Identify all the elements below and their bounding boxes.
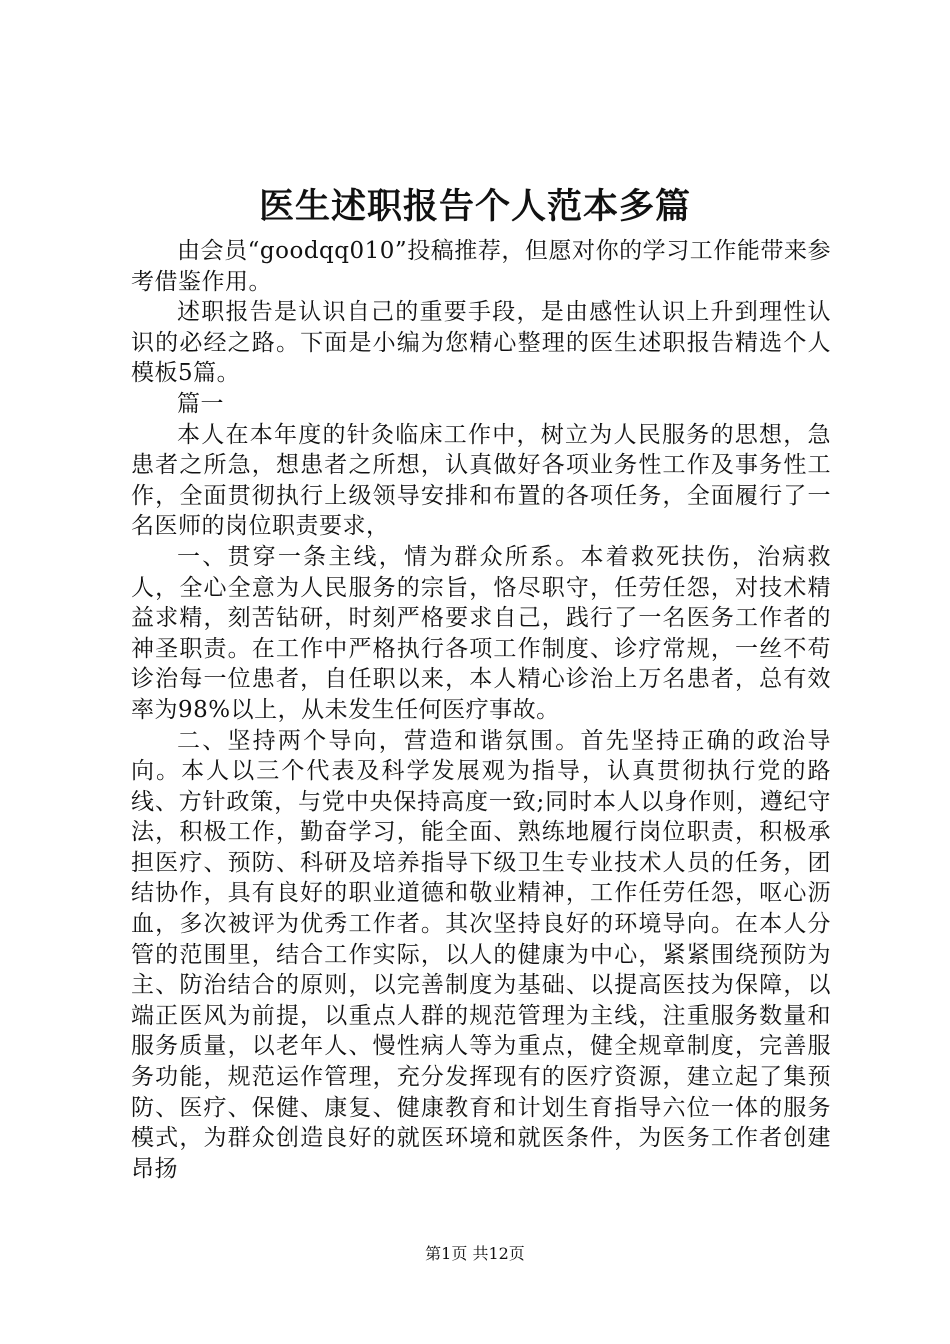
paragraph-point-one: 一、贯穿一条主线，情为群众所系。本着救死扶伤，治病救人，全心全意为人民服务的宗旨，恪尽职守，任劳任怨，对技术精益求精，刻苦钻研，时刻严格要求自己，践行了一名医务工作者的神圣职责。在工作中严格执行各项工作制度、诊疗常规，一丝不苟诊治每一位患者，自任职以来，本人精心诊治上万名患者，总有效率为98%以上，从未发生任何医疗事故。 [131,543,831,723]
document-title: 医生述职报告个人范本多篇 [258,186,691,227]
paragraph-point-two: 二、坚持两个导向，营造和谐氛围。首先坚持正确的政治导向。本人以三个代表及科学发展观为指导，认真贯彻执行党的路线、方针政策，与党中央保持高度一致;同时本人以身作则，遵纪守法，积极工作，勤奋学习，能全面、熟练地履行岗位职责，积极承担医疗、预防、科研及培养指导下级卫生专业技术人员的任务，团结协作，具有良好的职业道德和敬业精神，工作任劳任怨，呕心沥血，多次被评为优秀工作者。其次坚持良好的环境导向。在本人分管的范围里，结合工作实际，以人的健康为中心，紧紧围绕预防为主、防治结合的原则，以完善制度为基础、以提高医技为保障，以端正医风为前提，以重点人群的规范管理为主线，注重服务数量和服务质量，以老年人、慢性病人等为重点，健全规章制度，完善服务功能，规范运作管理，充分发挥现有的医疗资源，建立起了集预防、医疗、保健、康复、健康教育和计划生育指导六位一体的服务模式，为群众创造良好的就医环境和就医条件，为医务工作者创建昂扬 [131,727,831,1182]
section-heading: 篇一 [177,390,224,417]
page-number: 第1页 共12页 [425,1244,525,1263]
paragraph-summary: 述职报告是认识自己的重要手段，是由感性认识上升到理性认识的必经之路。下面是小编为您精心整理的医生述职报告精选个人模板5篇。 [131,299,831,387]
document-body [131,236,831,1184]
paragraph-section-intro: 本人在本年度的针灸临床工作中，树立为人民服务的思想，急患者之所急，想患者之所想，认真做好各项业务性工作及事务性工作，全面贯彻执行上级领导安排和布置的各项任务，全面履行了一名医师的岗位职责要求， [131,421,831,540]
paragraph-intro: 由会员“goodqq010”投稿推荐，但愿对你的学习工作能带来参考借鉴作用。 [131,238,831,295]
